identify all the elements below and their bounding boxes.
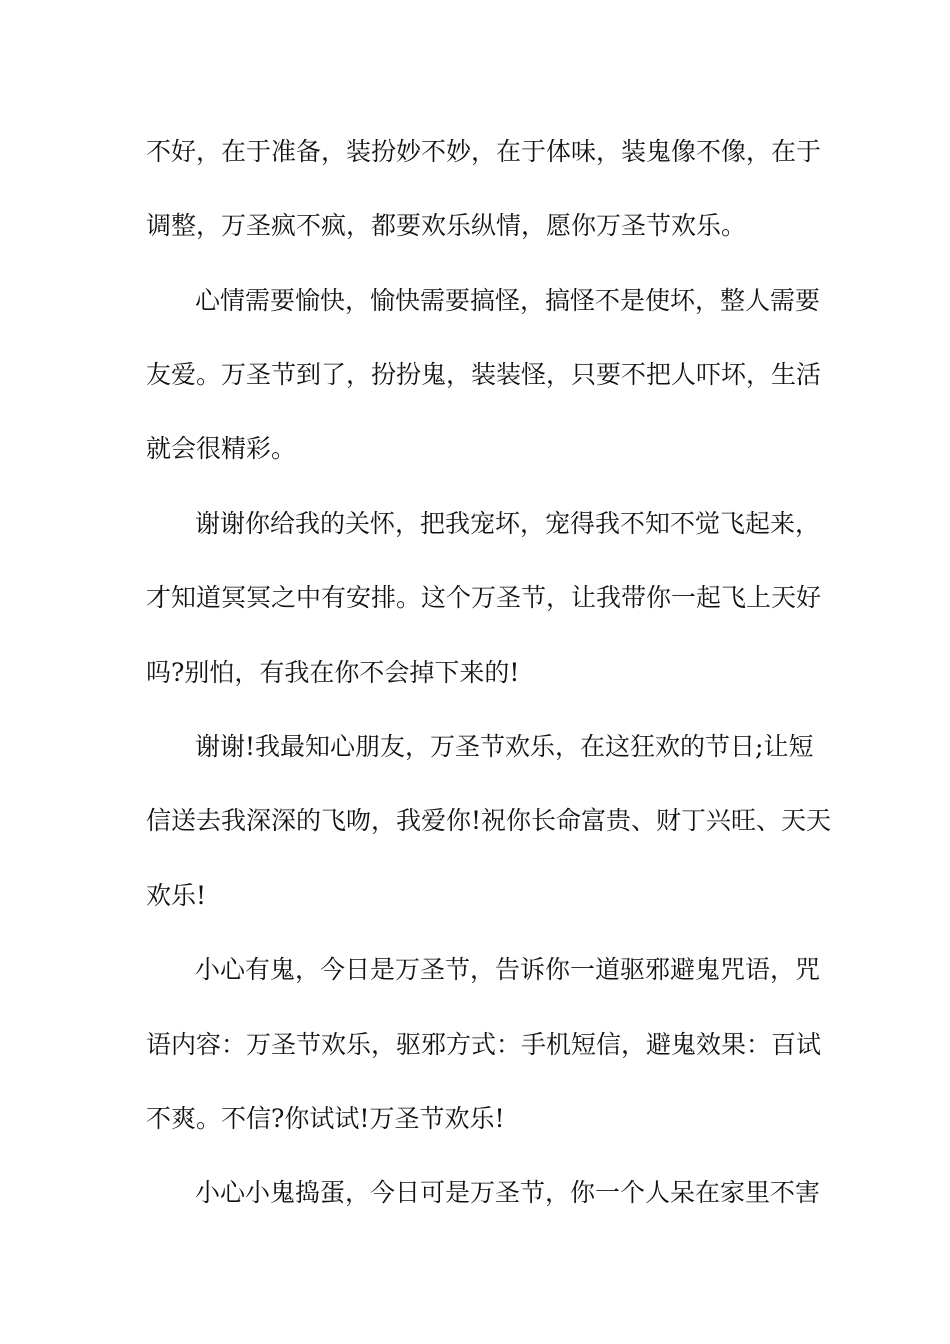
paragraph-first-line: 谢谢你给我的关怀，把我宠坏，宠得我不知不觉飞起来，: [195, 509, 821, 538]
paragraph-first-line: 小心有鬼，今日是万圣节，告诉你一道驱邪避鬼咒语，咒: [195, 955, 821, 984]
text-line: 调整，万圣疯不疯，都要欢乐纵情，愿你万圣节欢乐。: [146, 211, 747, 240]
text-line: 吗?别怕，有我在你不会掉下来的!: [146, 658, 520, 687]
text-line: 信送去我深深的飞吻，我爱你!祝你长命富贵、财丁兴旺、天天: [146, 806, 832, 835]
text-line: 不好，在于准备，装扮妙不妙，在于体味，装鬼像不像，在于: [146, 137, 822, 166]
text-line: 不爽。不信?你试试!万圣节欢乐!: [146, 1104, 505, 1133]
paragraph-first-line: 心情需要愉快，愉快需要搞怪，搞怪不是使坏，整人需要: [195, 286, 821, 315]
text-line: 就会很精彩。: [146, 434, 297, 463]
paragraph-first-line: 小心小鬼捣蛋，今日可是万圣节，你一个人呆在家里不害: [195, 1178, 821, 1207]
text-line: 才知道冥冥之中有安排。这个万圣节，让我带你一起飞上天好: [146, 583, 822, 612]
text-line: 欢乐!: [146, 881, 207, 910]
text-line: 友爱。万圣节到了，扮扮鬼，装装怪，只要不把人吓坏，生活: [146, 360, 822, 389]
paragraph-first-line: 谢谢!我最知心朋友，万圣节欢乐，在这狂欢的节日;让短: [195, 732, 814, 761]
text-line: 语内容：万圣节欢乐，驱邪方式：手机短信，避鬼效果：百试: [146, 1030, 822, 1059]
